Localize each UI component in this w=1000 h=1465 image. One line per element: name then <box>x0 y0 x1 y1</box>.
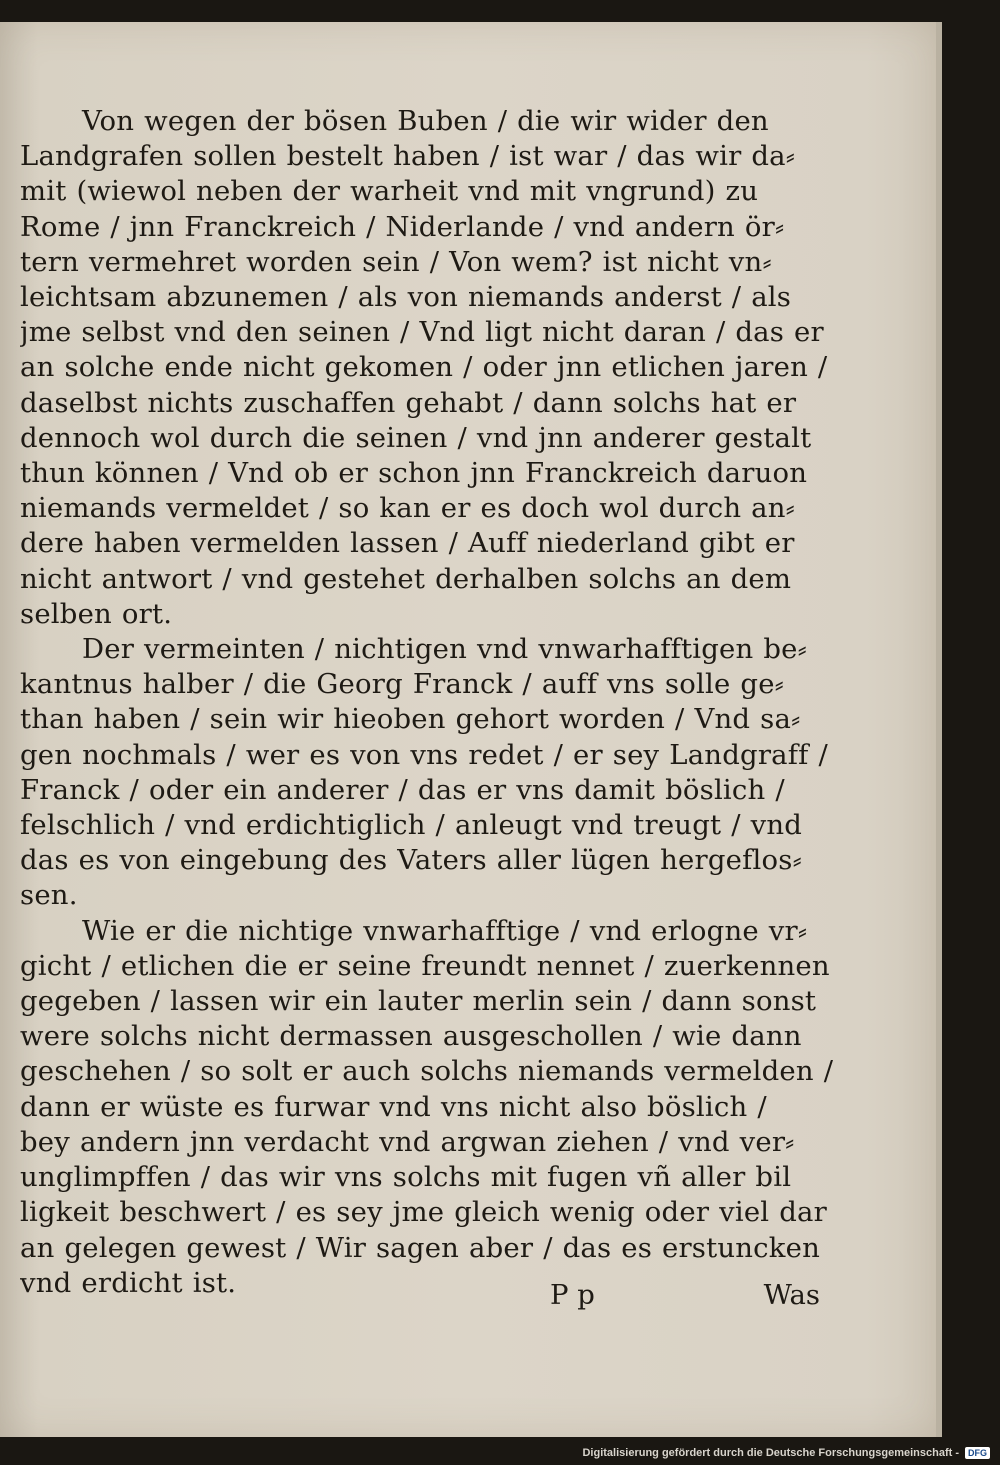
text-line: das es von eingebung des Vaters aller lügen hergeflos⸗ <box>20 844 802 877</box>
text-line: ligkeit beschwert / es sey jme gleich wenig oder viel dar <box>20 1196 827 1229</box>
page-edge <box>936 22 942 1437</box>
text-line: an gelegen gewest / Wir sagen aber / das es erstuncken <box>20 1231 821 1264</box>
book-page <box>0 22 942 1437</box>
catchword: Was <box>763 1279 820 1311</box>
text-line: sen. <box>20 879 78 912</box>
text-line: Wie er die nichtige vnwarhafftige / vnd erlogne vr⸗ <box>82 914 808 947</box>
text-line: kantnus halber / die Georg Franck / auff vns solle ge⸗ <box>20 668 785 701</box>
text-line: dennoch wol durch die seinen / vnd jnn anderer gestalt <box>20 421 812 454</box>
text-line: felschlich / vnd erdichtiglich / anleugt vnd treugt / vnd <box>20 809 803 842</box>
paragraph <box>20 104 840 632</box>
text-line: selben ort. <box>20 597 173 630</box>
text-line: Landgrafen sollen bestelt haben / ist war / das wir da⸗ <box>20 140 796 173</box>
paragraph <box>20 632 840 914</box>
text-line: gicht / etlichen die er seine freundt nennet / zuerkennen <box>20 949 830 982</box>
text-line: nicht antwort / vnd gestehet derhalben solchs an dem <box>20 562 792 595</box>
text-line: tern vermehret worden sein / Von wem? ist nicht vn⸗ <box>20 245 772 278</box>
text-line: unglimpffen / das wir vns solchs mit fugen vñ aller bil <box>20 1161 792 1194</box>
text-line: jme selbst vnd den seinen / Vnd ligt nicht daran / das er <box>20 316 824 349</box>
text-line: bey andern jnn verdacht vnd argwan ziehen / vnd ver⸗ <box>20 1125 795 1158</box>
text-line: an solche ende nicht gekomen / oder jnn etlichen jaren / <box>20 351 828 384</box>
funding-credit: Digitalisierung gefördert durch die Deutsche Forschungsgemeinschaft - <box>582 1447 959 1459</box>
text-line: gegeben / lassen wir ein lauter merlin sein / dann sonst <box>20 985 817 1018</box>
dfg-logo: DFG <box>965 1447 990 1459</box>
text-line: leichtsam abzunemen / als von niemands anderst / als <box>20 281 792 314</box>
signature-mark: P p <box>550 1279 595 1311</box>
text-line: Von wegen der bösen Buben / die wir wider den <box>82 105 769 137</box>
text-line: thun können / Vnd ob er schon jnn Franckreich daruon <box>20 457 808 490</box>
text-line: than haben / sein wir hieoben gehort worden / Vnd sa⸗ <box>20 703 801 736</box>
text-line: niemands vermeldet / so kan er es doch wol durch an⸗ <box>20 492 796 525</box>
text-line: vnd erdicht ist. <box>20 1266 237 1299</box>
text-line: dann er wüste es furwar vnd vns nicht also böslich / <box>20 1090 767 1123</box>
text-line: daselbst nichts zuschaffen gehabt / dann solchs hat er <box>20 386 797 419</box>
text-line: geschehen / so solt er auch solchs niemands vermelden / <box>20 1055 834 1088</box>
text-line: Rome / jnn Franckreich / Niderlande / vnd andern ör⸗ <box>20 210 785 243</box>
text-line: dere haben vermelden lassen / Auff niederland gibt er <box>20 527 795 560</box>
text-line: were solchs nicht dermassen ausgeschollen / wie dann <box>20 1020 802 1053</box>
page-text <box>20 104 840 1301</box>
page-foot-marks <box>20 1279 820 1315</box>
text-line: Der vermeinten / nichtigen vnd vnwarhafftigen be⸗ <box>82 633 807 666</box>
funding-footer <box>582 1447 990 1459</box>
text-line: Franck / oder ein anderer / das er vns damit böslich / <box>20 773 785 806</box>
text-line: mit (wiewol neben der warheit vnd mit vngrund) zu <box>20 175 759 208</box>
paragraph <box>20 914 840 1301</box>
text-line: gen nochmals / wer es von vns redet / er sey Landgraff / <box>20 738 828 771</box>
